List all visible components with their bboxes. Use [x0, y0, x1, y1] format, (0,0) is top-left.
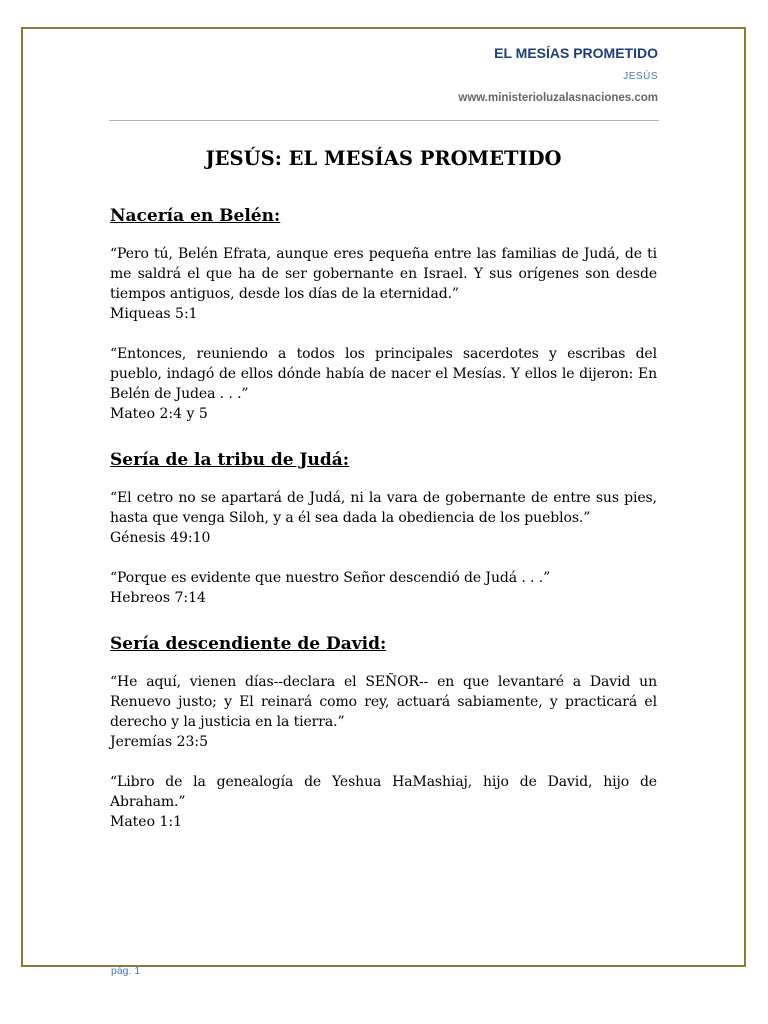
verse-block — [110, 244, 657, 324]
verse-reference: Miqueas 5:1 — [110, 306, 198, 322]
verse-reference: Mateo 1:1 — [110, 814, 183, 830]
verse-quote: “Entonces, reuniendo a todos los principales sacerdotes y escribas del pueblo, indagó de ellos dónde había de nacer el Mesías. Y ellos le dijeron: En Belén de Judea . . .” — [110, 346, 657, 402]
verse-quote: “He aquí, vienen días--declara el SEÑOR-- en que levantaré a David un Renuevo justo; y El reinará como rey, actuará sabiamente, y practicará el derecho y la justicia en la tierra.” — [110, 674, 657, 730]
verse-block — [110, 344, 657, 424]
verse-reference: Génesis 49:10 — [110, 530, 211, 546]
header-divider — [109, 120, 659, 121]
verse-block — [110, 568, 657, 608]
section-heading: Sería de la tribu de Judá: — [110, 450, 350, 470]
section-belen — [110, 204, 657, 424]
page-header — [458, 42, 658, 107]
header-title: EL MESÍAS PROMETIDO — [494, 45, 658, 61]
section-heading: Sería descendiente de David: — [110, 634, 387, 654]
section-heading: Nacería en Belén: — [110, 206, 281, 226]
verse-reference: Hebreos 7:14 — [110, 590, 206, 606]
verse-block — [110, 488, 657, 548]
section-david — [110, 632, 657, 832]
verse-quote: “Pero tú, Belén Efrata, aunque eres pequeña entre las familias de Judá, de ti me saldrá el que ha de ser gobernante en Israel. Y sus orígenes son desde tiempos antiguos, desde los días de la eternidad.” — [110, 246, 657, 302]
verse-reference: Mateo 2:4 y 5 — [110, 406, 208, 422]
verse-quote: “Libro de la genealogía de Yeshua HaMashiaj, hijo de David, hijo de Abraham.” — [110, 774, 657, 810]
verse-block — [110, 672, 657, 752]
document-title: JESÚS: EL MESÍAS PROMETIDO — [205, 147, 562, 170]
page-number: pág. 1 — [111, 965, 141, 977]
header-url: www.ministerioluzalasnaciones.com — [458, 92, 658, 104]
header-subtitle: JESÚS — [623, 71, 658, 82]
section-juda — [110, 448, 657, 608]
verse-reference: Jeremías 23:5 — [110, 734, 209, 750]
verse-quote: “Porque es evidente que nuestro Señor descendió de Judá . . .” — [110, 570, 551, 586]
verse-quote: “El cetro no se apartará de Judá, ni la vara de gobernante de entre sus pies, hasta que venga Siloh, y a él sea dada la obediencia de los pueblos.” — [110, 490, 657, 526]
verse-block — [110, 772, 657, 832]
document-body — [110, 142, 657, 856]
